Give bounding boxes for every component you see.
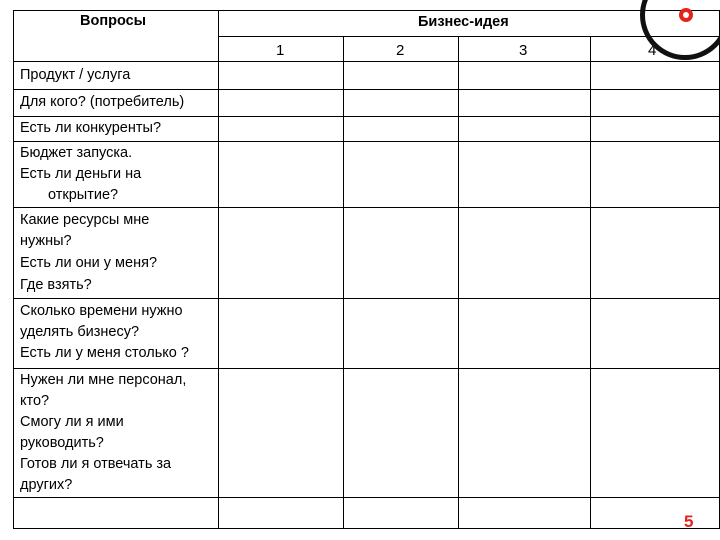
idea-column-number: 2 bbox=[396, 42, 405, 59]
question-text: нужны? bbox=[20, 233, 72, 249]
row-divider bbox=[13, 298, 720, 299]
page-number: 5 bbox=[684, 512, 694, 531]
idea-column-number: 3 bbox=[519, 42, 528, 59]
column-divider bbox=[590, 36, 591, 529]
question-text: Смогу ли я ими bbox=[20, 414, 124, 430]
question-text: Есть ли они у меня? bbox=[20, 255, 158, 271]
question-text: Сколько времени нужно bbox=[20, 303, 183, 319]
column-divider bbox=[343, 36, 344, 529]
column-divider bbox=[218, 10, 219, 529]
question-text: открытие? bbox=[48, 187, 119, 203]
question-text: Бюджет запуска. bbox=[20, 145, 133, 161]
question-text: руководить? bbox=[20, 435, 104, 451]
idea-column-number: 1 bbox=[276, 42, 285, 59]
row-divider bbox=[13, 141, 720, 142]
questions-header: Вопросы bbox=[80, 13, 147, 29]
idea-column-number: 4 bbox=[648, 42, 657, 59]
question-text: Нужен ли мне персонал, bbox=[20, 372, 187, 388]
question-text: Где взять? bbox=[20, 277, 92, 293]
question-text: Есть ли деньги на bbox=[20, 166, 142, 182]
question-text: Есть ли конкуренты? bbox=[20, 120, 162, 136]
table-border-left bbox=[13, 10, 14, 529]
question-text: Есть ли у меня столько ? bbox=[20, 345, 189, 361]
question-text: других? bbox=[20, 477, 73, 493]
row-divider bbox=[13, 116, 720, 117]
question-text: Продукт / услуга bbox=[20, 67, 131, 83]
row-divider bbox=[13, 89, 720, 90]
row-divider bbox=[13, 368, 720, 369]
question-text: Какие ресурсы мне bbox=[20, 212, 150, 228]
question-text: уделять бизнесу? bbox=[20, 324, 140, 340]
question-text: Готов ли я отвечать за bbox=[20, 456, 172, 472]
question-text: Для кого? (потребитель) bbox=[20, 94, 185, 110]
row-divider bbox=[13, 207, 720, 208]
decorative-dot-icon bbox=[679, 8, 693, 22]
row-divider bbox=[13, 61, 720, 62]
row-divider bbox=[13, 497, 720, 498]
idea-header: Бизнес-идея bbox=[418, 14, 509, 30]
table-border-bottom bbox=[13, 528, 720, 529]
column-divider bbox=[458, 36, 459, 529]
question-text: кто? bbox=[20, 393, 50, 409]
